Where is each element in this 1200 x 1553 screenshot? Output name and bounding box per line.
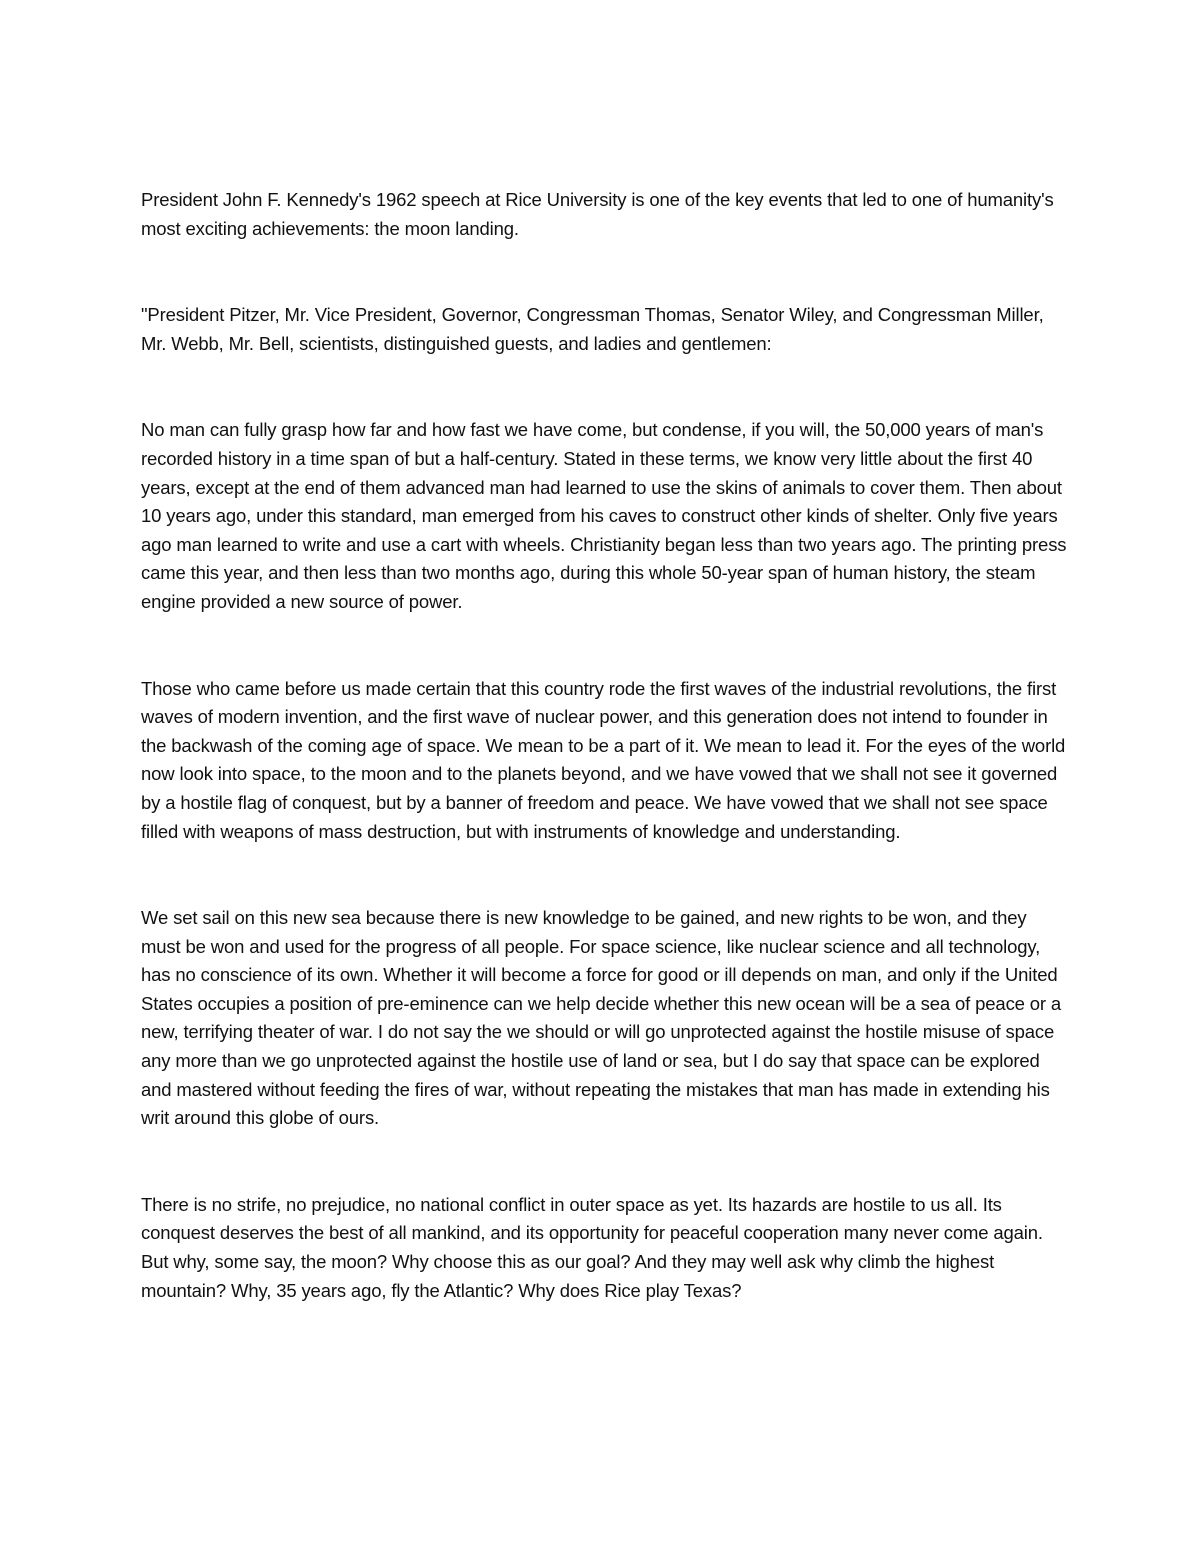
intro-paragraph: President John F. Kennedy's 1962 speech at Rice University is one of the key events that led to one of humanity's most exciting achievements: the moon landing. (141, 189, 1054, 239)
document-body (141, 186, 1071, 1363)
history-paragraph: No man can fully grasp how far and how fast we have come, but condense, if you will, the 50,000 years of man's recorded history in a time span of but a half-century. Stated in these terms, we know very little about the first 40 years, except at the end of them advanced man had learned to use the skins of animals to cover them. Then about 10 years ago, under this standard, man emerged from his caves to construct other kinds of shelter. Only five years ago man learned to write and use a cart with wheels. Christianity began less than two years ago. The printing press came this year, and then less than two months ago, during this whole 50-year span of human history, the steam engine provided a new source of power. (141, 419, 1067, 612)
space-age-paragraph: Those who came before us made certain that this country rode the first waves of the industrial revolutions, the first waves of modern invention, and the first wave of nuclear power, and this generation does not intend to founder in the backwash of the coming age of space. We mean to be a part of it. We mean to lead it. For the eyes of the world now look into space, to the moon and to the planets beyond, and we have vowed that we shall not see it governed by a hostile flag of conquest, but by a banner of freedom and peace. We have vowed that we shall not see space filled with weapons of mass destruction, but with instruments of knowledge and understanding. (141, 677, 1066, 842)
new-sea-paragraph: We set sail on this new sea because there is new knowledge to be gained, and new rights to be won, and they must be won and used for the progress of all people. For space science, like nuclear science and all technology, has no conscience of its own. Whether it will become a force for good or ill depends on man, and only if the United States occupies a position of pre-eminence can we help decide whether this new ocean will be a sea of peace or a new, terrifying theater of war. I do not say the we should or will go unprotected against the hostile misuse of space any more than we go unprotected against the hostile use of land or sea, but I do say that space can be explored and mastered without feeding the fires of war, without repeating the mistakes that man has made in extending his writ around this globe of ours. (141, 907, 1062, 1129)
salutation-paragraph: "President Pitzer, Mr. Vice President, Governor, Congressman Thomas, Senator Wiley, and Congressman Miller, Mr. Webb, Mr. Bell, scientists, distinguished guests, and ladies and gentlemen: (141, 304, 1044, 354)
why-moon-paragraph: There is no strife, no prejudice, no national conflict in outer space as yet. Its hazards are hostile to us all. Its conquest deserves the best of all mankind, and its opportunity for peaceful cooperation many never come again. But why, some say, the moon? Why choose this as our goal? And they may well ask why climb the highest mountain? Why, 35 years ago, fly the Atlantic? Why does Rice play Texas? (141, 1193, 1043, 1301)
